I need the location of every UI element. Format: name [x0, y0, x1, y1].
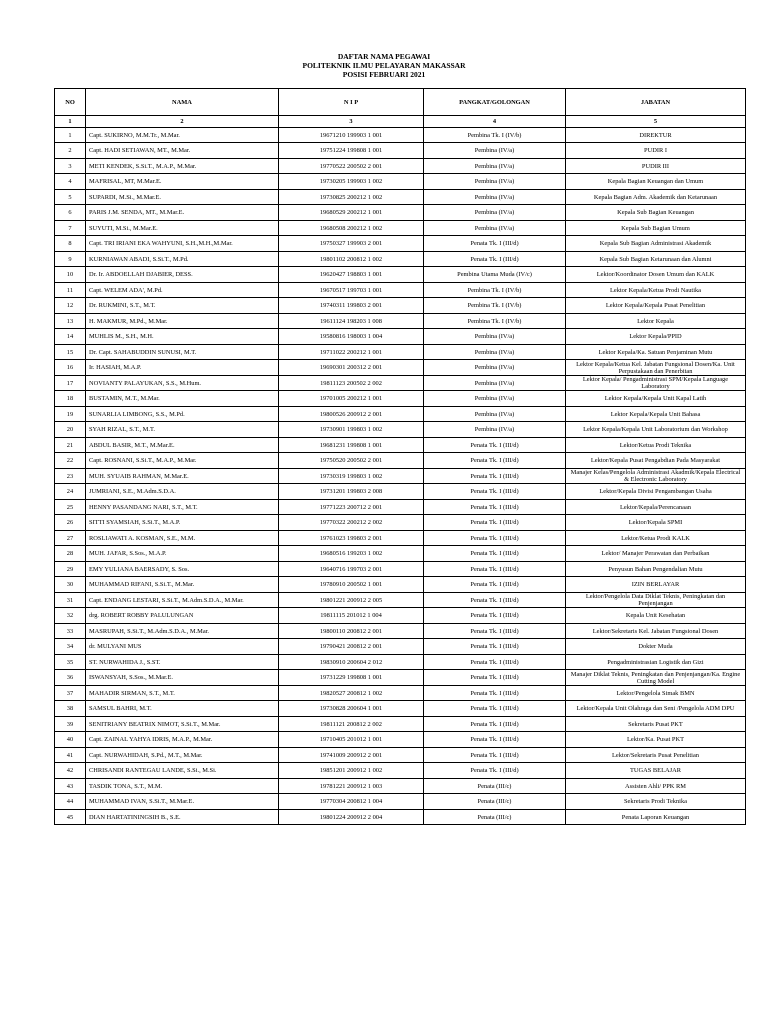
table-row [55, 190, 746, 205]
employee-position: Kepala Bagian Adm. Akademik dan Ketarunaan [566, 190, 746, 205]
document-header [0, 52, 768, 79]
table-row [55, 608, 746, 624]
row-number: 2 [55, 143, 86, 159]
table-row [55, 252, 746, 267]
row-number: 39 [55, 717, 86, 732]
employee-nip: 19800526 200912 2 001 [279, 407, 424, 422]
column-number: 3 [279, 116, 424, 128]
table-row [55, 267, 746, 283]
employee-rank: Pembina (IV/a) [424, 376, 566, 391]
row-number: 11 [55, 283, 86, 298]
employee-nip: 19670517 199703 1 001 [279, 283, 424, 298]
employee-rank: Pembina (IV/a) [424, 422, 566, 438]
employee-position: Manajer Kelas/Pengelola Administrasi Akadmik/Kepala Electrical & Electronic Laboratory [566, 469, 746, 484]
employee-rank: Penata Tk. I (III/d) [424, 624, 566, 639]
column-number: 4 [424, 116, 566, 128]
employee-name: ISWANSYAH, S.Sos., M.Mar.E. [86, 670, 279, 686]
row-number: 7 [55, 221, 86, 236]
row-number: 1 [55, 128, 86, 143]
employee-rank: Pembina (IV/a) [424, 345, 566, 360]
employee-position: Lektor Kepala/Kepala Unit Bahasa [566, 407, 746, 422]
employee-position: PUDIR I [566, 143, 746, 159]
table-row [55, 438, 746, 453]
employee-name: PARIS J.M. SENDA, MT., M.Mar.E. [86, 205, 279, 221]
table-row [55, 159, 746, 174]
table-row [55, 562, 746, 577]
table-row [55, 174, 746, 190]
row-number: 27 [55, 531, 86, 546]
table-row [55, 143, 746, 159]
employee-position: Lektor/Sekretaris Kel. Jabatan Fungsional Dosen [566, 624, 746, 639]
employee-position: Kepala Sub Bagian Ketarunaan dan Alumni [566, 252, 746, 267]
table-row [55, 546, 746, 562]
employee-position: Lektor/Kepala Unit Olahraga dan Seni /Pengelola ADM DPU [566, 701, 746, 717]
table-row [55, 686, 746, 701]
employee-position: Lektor/Ka. Pusat PKT [566, 732, 746, 748]
employee-position: Lektor/Ketua Prodi Teknika [566, 438, 746, 453]
table-row [55, 236, 746, 252]
table-row [55, 639, 746, 655]
employee-position: Lektor/Kepala/Perencanaan [566, 500, 746, 515]
table-row [55, 732, 746, 748]
employee-position: Lektor/Sekretaris Pusat Penelitian [566, 748, 746, 763]
employee-nip: 19711022 200212 1 001 [279, 345, 424, 360]
document-title: DAFTAR NAMA PEGAWAI [337, 52, 431, 61]
employee-rank: Penata Tk. I (III/d) [424, 732, 566, 748]
employee-position: DIREKTUR [566, 128, 746, 143]
employee-rank: Penata (III/c) [424, 794, 566, 810]
employee-position: Kepala Bagian Keuangan dan Umum [566, 174, 746, 190]
table-row [55, 391, 746, 407]
employee-nip: 19741009 200912 2 001 [279, 748, 424, 763]
table-row [55, 422, 746, 438]
employee-position: Lektor/Kepala SPMI [566, 515, 746, 531]
row-number: 5 [55, 190, 86, 205]
row-number: 34 [55, 639, 86, 655]
staff-table-body [55, 128, 746, 825]
employee-name: MASRUPAH, S.Si.T., M.Adm.S.D.A., M.Mar. [86, 624, 279, 639]
employee-rank: Penata Tk. I (III/d) [424, 531, 566, 546]
employee-name: SENITRIANY BEATRIX NIMOT, S.Si.T., M.Mar. [86, 717, 279, 732]
employee-position: Kepala Sub Bagian Keuangan [566, 205, 746, 221]
employee-name: Capt. HADI SETIAWAN, MT., M.Mar. [86, 143, 279, 159]
employee-nip: 19620427 198803 1 001 [279, 267, 424, 283]
employee-name: JUMRIANI, S.E., M.Adm.S.D.A. [86, 484, 279, 500]
employee-rank: Pembina Tk. I (IV/b) [424, 298, 566, 314]
row-number: 40 [55, 732, 86, 748]
employee-position: Lektor/Ketua Prodi KALK [566, 531, 746, 546]
employee-name: H. MAKMUR, M.Pd., M.Mar. [86, 314, 279, 329]
employee-rank: Pembina Tk. I (IV/b) [424, 314, 566, 329]
row-number: 23 [55, 469, 86, 484]
employee-nip: 19731201 199803 2 008 [279, 484, 424, 500]
employee-name: MUHLIS M., S.H., M.H. [86, 329, 279, 345]
table-row [55, 128, 746, 143]
employee-position: TUGAS BELAJAR [566, 763, 746, 779]
employee-rank: Penata Tk. I (III/d) [424, 701, 566, 717]
row-number: 31 [55, 593, 86, 608]
employee-nip: 19811121 200812 2 002 [279, 717, 424, 732]
employee-name: ABDUL BASIR, M.T., M.Mar.E. [86, 438, 279, 453]
employee-rank: Pembina (IV/a) [424, 205, 566, 221]
employee-name: Capt. ROSNANI, S.Si.T., M.A.P., M.Mar. [86, 453, 279, 469]
employee-name: drg. ROBERT ROBBY PALULUNGAN [86, 608, 279, 624]
employee-position: Lektor/Pengelola Data Diklat Teknis, Peningkatan dan Penjenjangan [566, 593, 746, 608]
position-date: POSISI FEBRUARI 2021 [342, 70, 426, 79]
table-header-row [55, 89, 746, 116]
employee-nip: 19751224 199808 1 001 [279, 143, 424, 159]
employee-position: PUDIR III [566, 159, 746, 174]
employee-rank: Pembina Tk. I (IV/b) [424, 283, 566, 298]
employee-position: Lektor Kepala/Kepala Unit Laboratorium dan Workshop [566, 422, 746, 438]
employee-rank: Penata Tk. I (III/d) [424, 748, 566, 763]
table-row [55, 577, 746, 593]
row-number: 29 [55, 562, 86, 577]
employee-name: DIAN HARTATININGSIH B., S.E. [86, 810, 279, 825]
employee-nip: 19740311 199803 2 001 [279, 298, 424, 314]
employee-position: Lektor Kepala/ Pengadministrasi SPM/Kepala Language Laboratory [566, 376, 746, 391]
employee-nip: 19730319 199803 1 002 [279, 469, 424, 484]
employee-position: Lektor Kepala/Ka. Satuan Penjaminan Mutu [566, 345, 746, 360]
employee-rank: Penata Tk. I (III/d) [424, 670, 566, 686]
row-number: 42 [55, 763, 86, 779]
employee-name: Capt. ZAINAL YAHYA IDRIS, M.A.P., M.Mar. [86, 732, 279, 748]
employee-name: MUHAMMAD IVAN, S.Si.T., M.Mar.E. [86, 794, 279, 810]
employee-nip: 19680516 199203 1 002 [279, 546, 424, 562]
table-row [55, 376, 746, 391]
employee-position: Lektor Kepala [566, 314, 746, 329]
employee-rank: Penata Tk. I (III/d) [424, 562, 566, 577]
employee-name: CHRISANDI RANTEGAU LANDE, S.Si., M.Si. [86, 763, 279, 779]
employee-nip: 19801224 200912 2 004 [279, 810, 424, 825]
employee-rank: Pembina (IV/a) [424, 143, 566, 159]
table-row [55, 360, 746, 376]
employee-nip: 19781221 200912 1 003 [279, 779, 424, 794]
employee-nip: 19790421 200812 2 001 [279, 639, 424, 655]
employee-rank: Penata Tk. I (III/d) [424, 717, 566, 732]
table-row [55, 748, 746, 763]
employee-nip: 19771223 200712 2 001 [279, 500, 424, 515]
employee-nip: 19851201 200912 1 002 [279, 763, 424, 779]
employee-nip: 19820527 200812 1 002 [279, 686, 424, 701]
employee-rank: Pembina Tk. I (IV/b) [424, 128, 566, 143]
employee-name: SUPARDI, M.Si., M.Mar.E. [86, 190, 279, 205]
table-row [55, 298, 746, 314]
employee-position: Pengadministrasian Logistik dan Gizi [566, 655, 746, 670]
table-row [55, 531, 746, 546]
table-row [55, 469, 746, 484]
employee-rank: Penata Tk. I (III/d) [424, 763, 566, 779]
employee-position: Lektor Kepala/Kepala Pusat Penelitian [566, 298, 746, 314]
table-row [55, 670, 746, 686]
employee-name: HENNY PASANDANG NARI, S.T., M.T. [86, 500, 279, 515]
row-number: 38 [55, 701, 86, 717]
employee-position: Kepala Sub Bagian Administrasi Akademik [566, 236, 746, 252]
employee-name: MUH. JAFAR, S.Sos., M.A.P. [86, 546, 279, 562]
row-number: 6 [55, 205, 86, 221]
table-row [55, 345, 746, 360]
row-number: 18 [55, 391, 86, 407]
table-row [55, 515, 746, 531]
employee-nip: 19690301 200312 2 001 [279, 360, 424, 376]
employee-nip: 19730901 199803 1 002 [279, 422, 424, 438]
row-number: 12 [55, 298, 86, 314]
employee-nip: 19780910 200502 1 001 [279, 577, 424, 593]
employee-position: Lektor/Kepala Pusat Pengabdian Pada Masyarakat [566, 453, 746, 469]
employee-position: Penyusun Bahan Pengendalian Mutu [566, 562, 746, 577]
employee-rank: Penata Tk. I (III/d) [424, 515, 566, 531]
employee-rank: Penata Tk. I (III/d) [424, 686, 566, 701]
employee-position: Kepala Unit Kesehatan [566, 608, 746, 624]
employee-nip: 19730828 200604 1 001 [279, 701, 424, 717]
row-number: 33 [55, 624, 86, 639]
employee-nip: 19680508 200212 1 002 [279, 221, 424, 236]
table-row [55, 407, 746, 422]
employee-position: Sekretaris Prodi Teknika [566, 794, 746, 810]
header-position: JABATAN [566, 89, 746, 116]
employee-position: Sekretaris Pusat PKT [566, 717, 746, 732]
column-number: 2 [86, 116, 279, 128]
employee-name: ROSLIAWATI A. KOSMAN, S.E., M.M. [86, 531, 279, 546]
employee-rank: Penata Tk. I (III/d) [424, 453, 566, 469]
employee-name: METI KENDEK, S.Si.T., M.A.P., M.Mar. [86, 159, 279, 174]
employee-rank: Penata (III/c) [424, 810, 566, 825]
row-number: 28 [55, 546, 86, 562]
row-number: 30 [55, 577, 86, 593]
employee-nip: 19800110 200812 2 001 [279, 624, 424, 639]
employee-name: EMY YULIANA BAERSADY, S. Sos. [86, 562, 279, 577]
row-number: 3 [55, 159, 86, 174]
employee-nip: 19680529 200212 1 001 [279, 205, 424, 221]
employee-nip: 19640716 199703 2 001 [279, 562, 424, 577]
row-number: 35 [55, 655, 86, 670]
row-number: 21 [55, 438, 86, 453]
row-number: 43 [55, 779, 86, 794]
employee-nip: 19731229 199808 1 001 [279, 670, 424, 686]
employee-rank: Penata Tk. I (III/d) [424, 608, 566, 624]
employee-name: SUNARLIA LIMBONG, S.S., M.Pd. [86, 407, 279, 422]
row-number: 15 [55, 345, 86, 360]
employee-nip: 19811115 201012 1 004 [279, 608, 424, 624]
employee-name: Capt. ENDANG LESTARI, S.Si.T., M.Adm.S.D.A., M.Mar. [86, 593, 279, 608]
employee-name: ST. NURWAHIDA J., S.ST. [86, 655, 279, 670]
row-number: 32 [55, 608, 86, 624]
employee-rank: Penata Tk. I (III/d) [424, 438, 566, 453]
row-number: 4 [55, 174, 86, 190]
employee-name: MUH. SYUAIB RAHMAN, M.Mar.E. [86, 469, 279, 484]
employee-rank: Pembina Utama Muda (IV/c) [424, 267, 566, 283]
row-number: 19 [55, 407, 86, 422]
employee-rank: Pembina (IV/a) [424, 159, 566, 174]
employee-position: Lektor Kepala/Kepala Unit Kapal Latih [566, 391, 746, 407]
table-row [55, 593, 746, 608]
employee-name: dr. MULYANI MUS [86, 639, 279, 655]
header-rank: PANGKAT/GOLONGAN [424, 89, 566, 116]
employee-name: Ir. HASIAH, M.A.P. [86, 360, 279, 376]
employee-nip: 19801221 200912 2 005 [279, 593, 424, 608]
table-row [55, 794, 746, 810]
employee-rank: Pembina (IV/a) [424, 407, 566, 422]
employee-rank: Penata Tk. I (III/d) [424, 469, 566, 484]
employee-position: Lektor Kepala/Ketua Prodi Nautika [566, 283, 746, 298]
employee-nip: 19730825 200212 1 002 [279, 190, 424, 205]
employee-position: Lektor/Koordinator Dosen Umum dan KALK [566, 267, 746, 283]
row-number: 36 [55, 670, 86, 686]
employee-name: MAHADIR SIRMAN, S.T., M.T. [86, 686, 279, 701]
employee-rank: Penata Tk. I (III/d) [424, 639, 566, 655]
row-number: 25 [55, 500, 86, 515]
table-row [55, 717, 746, 732]
header-no: NO [55, 89, 86, 116]
employee-nip: 19611124 198203 1 008 [279, 314, 424, 329]
employee-position: Lektor Kepala/PPID [566, 329, 746, 345]
employee-rank: Pembina (IV/a) [424, 221, 566, 236]
employee-name: Dr. Ir. ABDOELLAH DJABIER, DESS. [86, 267, 279, 283]
employee-name: BUSTAMIN, M.T., M.Mar. [86, 391, 279, 407]
row-number: 45 [55, 810, 86, 825]
employee-rank: Pembina (IV/a) [424, 174, 566, 190]
employee-name: Capt. SUKIRNO, M.M.Tr., M.Mar. [86, 128, 279, 143]
employee-nip: 19801102 200812 1 002 [279, 252, 424, 267]
table-row [55, 810, 746, 825]
employee-nip: 19761023 199803 2 001 [279, 531, 424, 546]
employee-rank: Pembina (IV/a) [424, 360, 566, 376]
employee-name: SUYUTI, M.Si., M.Mar.E. [86, 221, 279, 236]
table-row [55, 205, 746, 221]
employee-name: NOVIANTY PALAYUKAN, S.S., M.Hum. [86, 376, 279, 391]
table-row [55, 624, 746, 639]
table-row [55, 655, 746, 670]
employee-nip: 19770304 200812 1 004 [279, 794, 424, 810]
row-number: 41 [55, 748, 86, 763]
employee-rank: Penata Tk. I (III/d) [424, 500, 566, 515]
employee-position: Penata Laporan Keuangan [566, 810, 746, 825]
employee-position: Manajer Diklat Teknis, Peningkatan dan Penjenjangan/Ka. Engine Cutting Model [566, 670, 746, 686]
table-row [55, 314, 746, 329]
table-row [55, 283, 746, 298]
employee-rank: Pembina (IV/a) [424, 329, 566, 345]
employee-nip: 19580816 198003 1 004 [279, 329, 424, 345]
employee-name: SAMSUL BAHRI, M.T. [86, 701, 279, 717]
table-row [55, 500, 746, 515]
employee-position: Dokter Muda [566, 639, 746, 655]
employee-position: Lektor/Kepala Divisi Pengambangan Usaha [566, 484, 746, 500]
row-number: 20 [55, 422, 86, 438]
employee-name: Capt. TRI IRIANI EKA WAHYUNI, S.H.,M.H.,M.Mar. [86, 236, 279, 252]
row-number: 16 [55, 360, 86, 376]
row-number: 9 [55, 252, 86, 267]
table-row [55, 484, 746, 500]
employee-nip: 19671210 199903 1 001 [279, 128, 424, 143]
table-row [55, 453, 746, 469]
employee-position: Assisten Ahli/ PPK RM [566, 779, 746, 794]
header-name: NAMA [86, 89, 279, 116]
employee-name: Dr. RUKMINI, S.T., M.T. [86, 298, 279, 314]
employee-rank: Penata Tk. I (III/d) [424, 593, 566, 608]
employee-nip: 19710405 201012 1 001 [279, 732, 424, 748]
row-number: 17 [55, 376, 86, 391]
employee-nip: 19830910 200604 2 012 [279, 655, 424, 670]
employee-nip: 19750327 199903 2 001 [279, 236, 424, 252]
employee-nip: 19701005 200212 1 001 [279, 391, 424, 407]
employee-nip: 19770322 200212 2 002 [279, 515, 424, 531]
employee-position: Lektor/ Manajer Perawatan dan Perbaikan [566, 546, 746, 562]
employee-name: TASDIK TONA, S.T., M.M. [86, 779, 279, 794]
row-number: 13 [55, 314, 86, 329]
row-number: 24 [55, 484, 86, 500]
employee-position: Kepala Sub Bagian Umum [566, 221, 746, 236]
column-number: 5 [566, 116, 746, 128]
employee-rank: Penata Tk. I (III/d) [424, 252, 566, 267]
staff-table [54, 88, 746, 825]
table-row [55, 221, 746, 236]
row-number: 8 [55, 236, 86, 252]
column-number-row [55, 116, 746, 128]
employee-rank: Penata Tk. I (III/d) [424, 236, 566, 252]
employee-rank: Penata (III/c) [424, 779, 566, 794]
employee-nip: 19811123 200502 2 002 [279, 376, 424, 391]
employee-nip: 19770522 200502 2 001 [279, 159, 424, 174]
row-number: 37 [55, 686, 86, 701]
employee-name: SYAH RIZAL, S.T., M.T. [86, 422, 279, 438]
employee-rank: Penata Tk. I (III/d) [424, 546, 566, 562]
header-nip: N I P [279, 89, 424, 116]
table-row [55, 763, 746, 779]
row-number: 22 [55, 453, 86, 469]
employee-rank: Penata Tk. I (III/d) [424, 577, 566, 593]
row-number: 26 [55, 515, 86, 531]
employee-nip: 19750520 200502 2 001 [279, 453, 424, 469]
employee-name: Dr. Capt. SAHABUDDIN SUNUSI, M.T. [86, 345, 279, 360]
institution-name: POLITEKNIK ILMU PELAYARAN MAKASSAR [302, 61, 466, 70]
employee-name: Capt. WELEM ADA', M.Pd. [86, 283, 279, 298]
employee-nip: 19730205 199903 1 002 [279, 174, 424, 190]
row-number: 44 [55, 794, 86, 810]
employee-position: IZIN BERLAYAR [566, 577, 746, 593]
table-row [55, 329, 746, 345]
employee-name: MAFRISAL, MT, M.Mar.E. [86, 174, 279, 190]
row-number: 14 [55, 329, 86, 345]
employee-nip: 19681231 199808 1 001 [279, 438, 424, 453]
employee-name: MUHAMMAD RIFANI, S.Si.T., M.Mar. [86, 577, 279, 593]
employee-rank: Penata Tk. I (III/d) [424, 655, 566, 670]
table-row [55, 779, 746, 794]
employee-name: Capt. NURWAHIDAH, S.Pd., M.T., M.Mar. [86, 748, 279, 763]
employee-rank: Pembina (IV/a) [424, 190, 566, 205]
column-number: 1 [55, 116, 86, 128]
row-number: 10 [55, 267, 86, 283]
employee-rank: Pembina (IV/a) [424, 391, 566, 407]
employee-position: Lektor/Pengelola Simak BMN [566, 686, 746, 701]
employee-name: SITTI SYAMSIAH, S.Si.T., M.A.P. [86, 515, 279, 531]
employee-position: Lektor Kepala/Ketua Kel. Jabatan Fungsional Dosen/Ka. Unit Perpustakaan dan Penerbitan [566, 360, 746, 376]
employee-rank: Penata Tk. I (III/d) [424, 484, 566, 500]
employee-name: KURNIAWAN ABADI, S.Si.T., M.Pd. [86, 252, 279, 267]
table-row [55, 701, 746, 717]
